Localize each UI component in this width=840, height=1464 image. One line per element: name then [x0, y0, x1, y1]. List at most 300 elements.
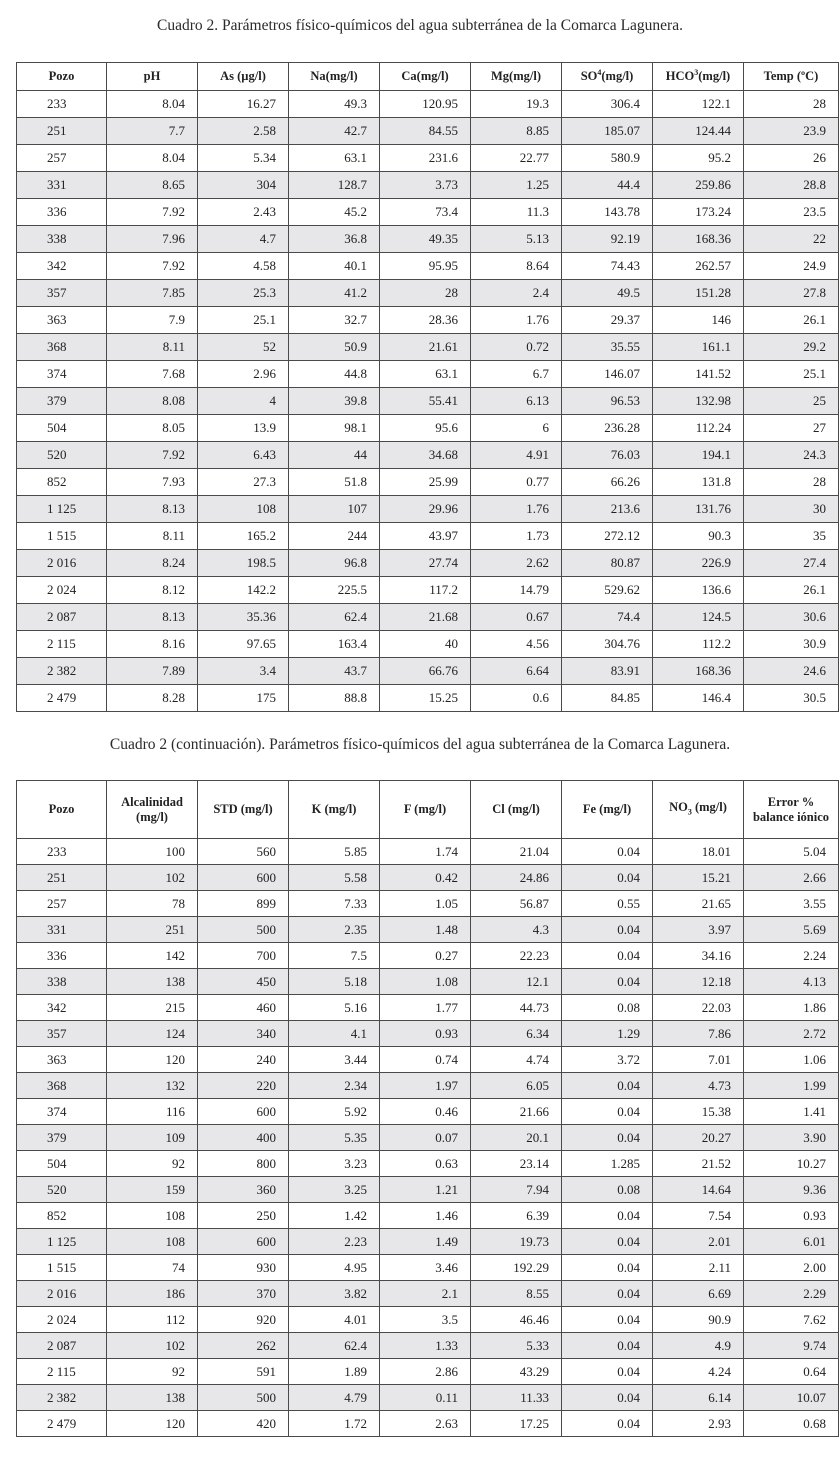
value-cell: 46.46 — [471, 1307, 562, 1333]
value-cell: 52 — [198, 334, 289, 361]
value-cell: 4.3 — [471, 917, 562, 943]
value-cell: 8.55 — [471, 1281, 562, 1307]
value-cell: 30.5 — [744, 685, 839, 712]
table-row — [17, 839, 839, 865]
value-cell: 49.5 — [562, 280, 653, 307]
value-cell: 24.9 — [744, 253, 839, 280]
value-cell: 3.55 — [744, 891, 839, 917]
value-cell: 27 — [744, 415, 839, 442]
table-row — [17, 1359, 839, 1385]
value-cell: 8.13 — [107, 496, 198, 523]
value-cell: 4.1 — [289, 1021, 380, 1047]
value-cell: 0.63 — [380, 1151, 471, 1177]
value-cell: 24.86 — [471, 865, 562, 891]
value-cell: 84.55 — [380, 118, 471, 145]
table-row — [17, 1047, 839, 1073]
well-id-cell: 2 382 — [17, 658, 107, 685]
value-cell: 6.05 — [471, 1073, 562, 1099]
table-row — [17, 199, 839, 226]
value-cell: 43.29 — [471, 1359, 562, 1385]
table-row — [17, 1125, 839, 1151]
value-cell: 143.78 — [562, 199, 653, 226]
table-row — [17, 226, 839, 253]
value-cell: 100 — [107, 839, 198, 865]
well-id-cell: 342 — [17, 253, 107, 280]
header-pozo: Pozo — [17, 63, 107, 91]
value-cell: 95.6 — [380, 415, 471, 442]
value-cell: 500 — [198, 1385, 289, 1411]
value-cell: 1.97 — [380, 1073, 471, 1099]
value-cell: 1.05 — [380, 891, 471, 917]
value-cell: 1.25 — [471, 172, 562, 199]
value-cell: 117.2 — [380, 577, 471, 604]
value-cell: 1.73 — [471, 523, 562, 550]
value-cell: 44.73 — [471, 995, 562, 1021]
value-cell: 420 — [198, 1411, 289, 1437]
value-cell: 21.68 — [380, 604, 471, 631]
value-cell: 136.6 — [653, 577, 744, 604]
value-cell: 95.95 — [380, 253, 471, 280]
well-id-cell: 504 — [17, 1151, 107, 1177]
value-cell: 0.04 — [562, 1073, 653, 1099]
table-row — [17, 1307, 839, 1333]
table-row — [17, 1203, 839, 1229]
value-cell: 700 — [198, 943, 289, 969]
well-id-cell: 251 — [17, 118, 107, 145]
header-ca: Ca(mg/l) — [380, 63, 471, 91]
value-cell: 15.38 — [653, 1099, 744, 1125]
table-row — [17, 172, 839, 199]
well-id-cell: 342 — [17, 995, 107, 1021]
table-row — [17, 891, 839, 917]
value-cell: 45.2 — [289, 199, 380, 226]
value-cell: 0.64 — [744, 1359, 839, 1385]
value-cell: 7.01 — [653, 1047, 744, 1073]
table-row — [17, 1385, 839, 1411]
value-cell: 120 — [107, 1047, 198, 1073]
well-id-cell: 2 024 — [17, 1307, 107, 1333]
value-cell: 14.79 — [471, 577, 562, 604]
value-cell: 0.04 — [562, 1099, 653, 1125]
well-id-cell: 357 — [17, 280, 107, 307]
header-so4: $SO^4(mg/l)$ — [562, 63, 653, 91]
value-cell: 29.96 — [380, 496, 471, 523]
value-cell: 7.92 — [107, 253, 198, 280]
value-cell: 10.27 — [744, 1151, 839, 1177]
value-cell: 899 — [198, 891, 289, 917]
value-cell: 27.8 — [744, 280, 839, 307]
value-cell: 7.5 — [289, 943, 380, 969]
well-id-cell: 1 125 — [17, 1229, 107, 1255]
value-cell: 132.98 — [653, 388, 744, 415]
value-cell: 0.67 — [471, 604, 562, 631]
well-id-cell: 374 — [17, 361, 107, 388]
value-cell: 7.54 — [653, 1203, 744, 1229]
value-cell: 16.27 — [198, 91, 289, 118]
value-cell: 34.16 — [653, 943, 744, 969]
value-cell: 6.7 — [471, 361, 562, 388]
table-row — [17, 253, 839, 280]
value-cell: 141.52 — [653, 361, 744, 388]
value-cell: 0.68 — [744, 1411, 839, 1437]
value-cell: 580.9 — [562, 145, 653, 172]
value-cell: 109 — [107, 1125, 198, 1151]
value-cell: 25.99 — [380, 469, 471, 496]
value-cell: 42.7 — [289, 118, 380, 145]
value-cell: 112.24 — [653, 415, 744, 442]
value-cell: 29.37 — [562, 307, 653, 334]
value-cell: 26 — [744, 145, 839, 172]
value-cell: 3.44 — [289, 1047, 380, 1073]
value-cell: 1.42 — [289, 1203, 380, 1229]
value-cell: 4 — [198, 388, 289, 415]
value-cell: 2.4 — [471, 280, 562, 307]
value-cell: 3.82 — [289, 1281, 380, 1307]
value-cell: 250 — [198, 1203, 289, 1229]
continuation-table — [16, 780, 839, 1437]
value-cell: 21.52 — [653, 1151, 744, 1177]
value-cell: 24.3 — [744, 442, 839, 469]
value-cell: 21.66 — [471, 1099, 562, 1125]
value-cell: 220 — [198, 1073, 289, 1099]
value-cell: 5.92 — [289, 1099, 380, 1125]
well-id-cell: 852 — [17, 469, 107, 496]
value-cell: 165.2 — [198, 523, 289, 550]
well-id-cell: 1 515 — [17, 1255, 107, 1281]
value-cell: 1.285 — [562, 1151, 653, 1177]
value-cell: 2.1 — [380, 1281, 471, 1307]
table-row — [17, 1151, 839, 1177]
value-cell: 173.24 — [653, 199, 744, 226]
value-cell: 90.9 — [653, 1307, 744, 1333]
value-cell: 131.76 — [653, 496, 744, 523]
value-cell: 8.05 — [107, 415, 198, 442]
value-cell: 19.73 — [471, 1229, 562, 1255]
value-cell: 2.93 — [653, 1411, 744, 1437]
value-cell: 0.04 — [562, 1411, 653, 1437]
value-cell: 194.1 — [653, 442, 744, 469]
value-cell: 138 — [107, 1385, 198, 1411]
value-cell: 1.77 — [380, 995, 471, 1021]
value-cell: 0.04 — [562, 839, 653, 865]
value-cell: 0.04 — [562, 1125, 653, 1151]
value-cell: 0.04 — [562, 917, 653, 943]
well-id-cell: 233 — [17, 91, 107, 118]
value-cell: 25 — [744, 388, 839, 415]
value-cell: 0.04 — [562, 1229, 653, 1255]
value-cell: 8.13 — [107, 604, 198, 631]
value-cell: 600 — [198, 1229, 289, 1255]
value-cell: 0.93 — [380, 1021, 471, 1047]
value-cell: 2.35 — [289, 917, 380, 943]
value-cell: 35 — [744, 523, 839, 550]
value-cell: 40.1 — [289, 253, 380, 280]
value-cell: 120.95 — [380, 91, 471, 118]
value-cell: 29.2 — [744, 334, 839, 361]
value-cell: 8.04 — [107, 91, 198, 118]
value-cell: 2.86 — [380, 1359, 471, 1385]
value-cell: 360 — [198, 1177, 289, 1203]
value-cell: 8.24 — [107, 550, 198, 577]
value-cell: 159 — [107, 1177, 198, 1203]
value-cell: 2.29 — [744, 1281, 839, 1307]
value-cell: 5.33 — [471, 1333, 562, 1359]
value-cell: 8.11 — [107, 334, 198, 361]
table-row — [17, 604, 839, 631]
value-cell: 0.55 — [562, 891, 653, 917]
value-cell: 4.7 — [198, 226, 289, 253]
value-cell: 124 — [107, 1021, 198, 1047]
table-row — [17, 995, 839, 1021]
table-row — [17, 969, 839, 995]
value-cell: 97.65 — [198, 631, 289, 658]
value-cell: 2.01 — [653, 1229, 744, 1255]
value-cell: 236.28 — [562, 415, 653, 442]
value-cell: 2.34 — [289, 1073, 380, 1099]
table-row — [17, 1177, 839, 1203]
table-row — [17, 361, 839, 388]
value-cell: 49.35 — [380, 226, 471, 253]
value-cell: 6 — [471, 415, 562, 442]
value-cell: 4.01 — [289, 1307, 380, 1333]
value-cell: 14.64 — [653, 1177, 744, 1203]
value-cell: 450 — [198, 969, 289, 995]
value-cell: 146.07 — [562, 361, 653, 388]
value-cell: 0.04 — [562, 969, 653, 995]
value-cell: 108 — [107, 1229, 198, 1255]
well-id-cell: 504 — [17, 415, 107, 442]
value-cell: 0.04 — [562, 1203, 653, 1229]
value-cell: 146 — [653, 307, 744, 334]
value-cell: 1.06 — [744, 1047, 839, 1073]
value-cell: 262.57 — [653, 253, 744, 280]
value-cell: 51.8 — [289, 469, 380, 496]
value-cell: 3.23 — [289, 1151, 380, 1177]
value-cell: 3.4 — [198, 658, 289, 685]
value-cell: 122.1 — [653, 91, 744, 118]
value-cell: 0.04 — [562, 1385, 653, 1411]
value-cell: 142 — [107, 943, 198, 969]
value-cell: 306.4 — [562, 91, 653, 118]
table-row — [17, 685, 839, 712]
value-cell: 1.86 — [744, 995, 839, 1021]
table-row — [17, 118, 839, 145]
value-cell: 1.33 — [380, 1333, 471, 1359]
value-cell: 3.72 — [562, 1047, 653, 1073]
value-cell: 3.5 — [380, 1307, 471, 1333]
well-id-cell: 233 — [17, 839, 107, 865]
well-id-cell: 520 — [17, 442, 107, 469]
value-cell: 1.76 — [471, 307, 562, 334]
value-cell: 3.46 — [380, 1255, 471, 1281]
well-id-cell: 338 — [17, 226, 107, 253]
value-cell: 0.74 — [380, 1047, 471, 1073]
value-cell: 0.04 — [562, 1359, 653, 1385]
value-cell: 600 — [198, 865, 289, 891]
header-error-balance: Error % balance iónico — [744, 781, 839, 839]
table-row — [17, 1255, 839, 1281]
value-cell: 95.2 — [653, 145, 744, 172]
value-cell: 4.74 — [471, 1047, 562, 1073]
value-cell: 5.85 — [289, 839, 380, 865]
header-temp: Temp (ºC) — [744, 63, 839, 91]
value-cell: 4.95 — [289, 1255, 380, 1281]
value-cell: 198.5 — [198, 550, 289, 577]
value-cell: 0.07 — [380, 1125, 471, 1151]
value-cell: 215 — [107, 995, 198, 1021]
well-id-cell: 257 — [17, 891, 107, 917]
value-cell: 22 — [744, 226, 839, 253]
value-cell: 460 — [198, 995, 289, 1021]
value-cell: 7.86 — [653, 1021, 744, 1047]
value-cell: 74.4 — [562, 604, 653, 631]
well-id-cell: 331 — [17, 172, 107, 199]
table-row — [17, 1073, 839, 1099]
value-cell: 98.1 — [289, 415, 380, 442]
value-cell: 9.74 — [744, 1333, 839, 1359]
value-cell: 5.18 — [289, 969, 380, 995]
value-cell: 73.4 — [380, 199, 471, 226]
table-row — [17, 577, 839, 604]
well-id-cell: 852 — [17, 1203, 107, 1229]
value-cell: 259.86 — [653, 172, 744, 199]
value-cell: 560 — [198, 839, 289, 865]
table-row — [17, 334, 839, 361]
value-cell: 2.23 — [289, 1229, 380, 1255]
value-cell: 19.3 — [471, 91, 562, 118]
well-id-cell: 2 479 — [17, 1411, 107, 1437]
table1-header-row — [17, 63, 839, 91]
value-cell: 0.11 — [380, 1385, 471, 1411]
value-cell: 8.12 — [107, 577, 198, 604]
value-cell: 244 — [289, 523, 380, 550]
value-cell: 7.96 — [107, 226, 198, 253]
value-cell: 50.9 — [289, 334, 380, 361]
value-cell: 0.04 — [562, 865, 653, 891]
table2-header-row — [17, 781, 839, 839]
value-cell: 142.2 — [198, 577, 289, 604]
value-cell: 1.72 — [289, 1411, 380, 1437]
value-cell: 400 — [198, 1125, 289, 1151]
value-cell: 151.28 — [653, 280, 744, 307]
value-cell: 2.63 — [380, 1411, 471, 1437]
table-row — [17, 91, 839, 118]
value-cell: 116 — [107, 1099, 198, 1125]
value-cell: 3.25 — [289, 1177, 380, 1203]
value-cell: 5.58 — [289, 865, 380, 891]
value-cell: 7.9 — [107, 307, 198, 334]
value-cell: 4.58 — [198, 253, 289, 280]
value-cell: 2.24 — [744, 943, 839, 969]
value-cell: 1.48 — [380, 917, 471, 943]
value-cell: 20.1 — [471, 1125, 562, 1151]
value-cell: 10.07 — [744, 1385, 839, 1411]
well-id-cell: 2 382 — [17, 1385, 107, 1411]
table-row — [17, 415, 839, 442]
value-cell: 39.8 — [289, 388, 380, 415]
value-cell: 30 — [744, 496, 839, 523]
value-cell: 7.92 — [107, 442, 198, 469]
value-cell: 0.93 — [744, 1203, 839, 1229]
value-cell: 25.1 — [198, 307, 289, 334]
value-cell: 370 — [198, 1281, 289, 1307]
value-cell: 15.21 — [653, 865, 744, 891]
value-cell: 240 — [198, 1047, 289, 1073]
value-cell: 0.46 — [380, 1099, 471, 1125]
value-cell: 2.43 — [198, 199, 289, 226]
value-cell: 8.11 — [107, 523, 198, 550]
value-cell: 83.91 — [562, 658, 653, 685]
value-cell: 20.27 — [653, 1125, 744, 1151]
value-cell: 0.72 — [471, 334, 562, 361]
value-cell: 28 — [744, 91, 839, 118]
value-cell: 1.08 — [380, 969, 471, 995]
value-cell: 102 — [107, 1333, 198, 1359]
value-cell: 5.35 — [289, 1125, 380, 1151]
value-cell: 22.23 — [471, 943, 562, 969]
value-cell: 35.36 — [198, 604, 289, 631]
well-id-cell: 2 016 — [17, 1281, 107, 1307]
value-cell: 63.1 — [289, 145, 380, 172]
value-cell: 102 — [107, 865, 198, 891]
value-cell: 124.5 — [653, 604, 744, 631]
header-pozo: Pozo — [17, 781, 107, 839]
value-cell: 43.7 — [289, 658, 380, 685]
value-cell: 92 — [107, 1151, 198, 1177]
table1-body — [17, 91, 839, 712]
value-cell: 3.90 — [744, 1125, 839, 1151]
header-ph: pH — [107, 63, 198, 91]
value-cell: 8.08 — [107, 388, 198, 415]
value-cell: 21.04 — [471, 839, 562, 865]
well-id-cell: 331 — [17, 917, 107, 943]
header-na: Na(mg/l) — [289, 63, 380, 91]
value-cell: 44.8 — [289, 361, 380, 388]
value-cell: 4.56 — [471, 631, 562, 658]
value-cell: 78 — [107, 891, 198, 917]
well-id-cell: 2 115 — [17, 1359, 107, 1385]
value-cell: 132 — [107, 1073, 198, 1099]
well-id-cell: 2 479 — [17, 685, 107, 712]
parameters-table — [16, 62, 839, 712]
table-row — [17, 550, 839, 577]
value-cell: 340 — [198, 1021, 289, 1047]
well-id-cell: 336 — [17, 943, 107, 969]
value-cell: 5.04 — [744, 839, 839, 865]
value-cell: 930 — [198, 1255, 289, 1281]
value-cell: 92.19 — [562, 226, 653, 253]
value-cell: 28 — [744, 469, 839, 496]
value-cell: 62.4 — [289, 1333, 380, 1359]
table-row — [17, 469, 839, 496]
value-cell: 88.8 — [289, 685, 380, 712]
header-mg: Mg(mg/l) — [471, 63, 562, 91]
value-cell: 32.7 — [289, 307, 380, 334]
value-cell: 7.85 — [107, 280, 198, 307]
value-cell: 6.01 — [744, 1229, 839, 1255]
table-row — [17, 917, 839, 943]
table-row — [17, 1021, 839, 1047]
header-std: STD (mg/l) — [198, 781, 289, 839]
value-cell: 40 — [380, 631, 471, 658]
value-cell: 920 — [198, 1307, 289, 1333]
value-cell: 4.24 — [653, 1359, 744, 1385]
table-row — [17, 496, 839, 523]
value-cell: 5.13 — [471, 226, 562, 253]
table-row — [17, 523, 839, 550]
well-id-cell: 363 — [17, 1047, 107, 1073]
value-cell: 500 — [198, 917, 289, 943]
